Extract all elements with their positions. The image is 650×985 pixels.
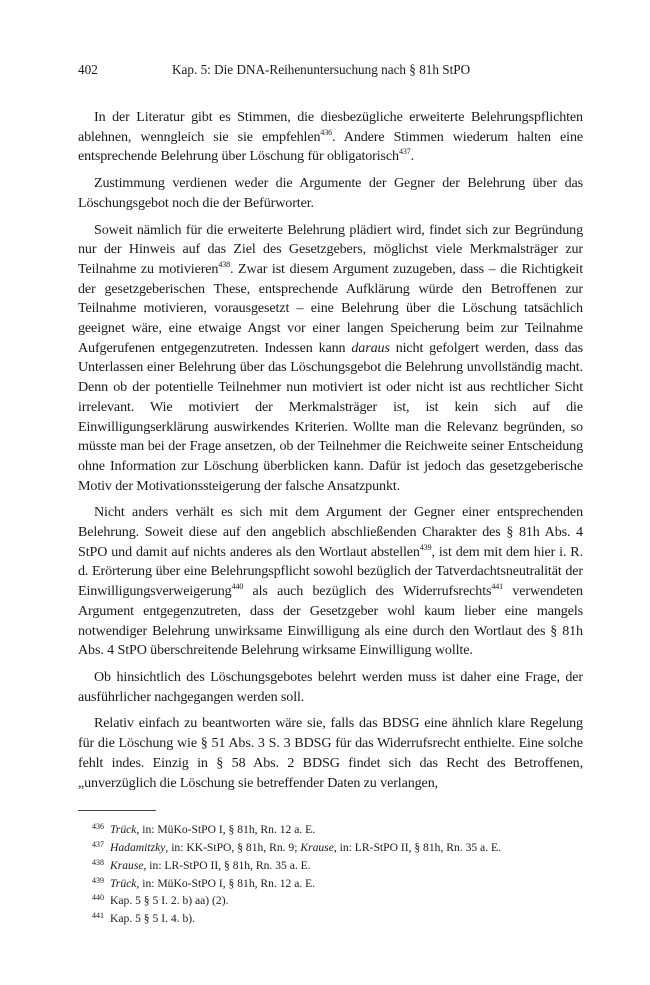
text-run: In der Literatur gibt es Stimmen, die diesbezügliche erweiterte Belehrungspflichten ablehnen, wenngleich sie sie empfehlen xyxy=(78,109,583,145)
footnote-reference: 440 xyxy=(231,582,244,592)
text-run: . xyxy=(410,148,415,165)
footnote xyxy=(92,910,583,928)
text-run: Kap. 5 § 5 I. 4. b). xyxy=(110,912,196,926)
emphasis-text: Krause xyxy=(110,858,144,872)
footnote-text xyxy=(110,910,195,928)
paragraph xyxy=(78,503,583,661)
footnote-number: 436 xyxy=(92,822,104,832)
text-run: Kap. 5 § 5 I. 2. b) aa) (2). xyxy=(110,894,229,908)
text-run: , ist dem mit dem hier i. R. d. Erörterung über eine Belehrungspflicht sowohl bezüglich der Tatverdachtsneutralität der Einwilligungsverweigerung xyxy=(78,543,583,600)
paragraph xyxy=(78,668,583,707)
footnote-number: 439 xyxy=(92,875,104,885)
running-title: Kap. 5: Die DNA-Reihenuntersuchung nach § 81h StPO xyxy=(172,62,471,77)
emphasis-text: Trück xyxy=(110,876,137,890)
paragraph xyxy=(78,174,583,213)
footnote-text xyxy=(110,875,315,893)
text-run: Ob hinsichtlich des Löschungsgebotes belehrt werden muss ist daher eine Frage, der ausführlicher nachgegangen werden soll. xyxy=(78,668,583,705)
footnote xyxy=(92,857,583,875)
running-header xyxy=(78,62,583,78)
page-number: 402 xyxy=(78,62,98,77)
footnotes xyxy=(78,821,583,928)
footnote xyxy=(92,821,583,839)
footnote-text xyxy=(110,821,315,839)
footnote-number: 438 xyxy=(92,857,104,867)
footnote-divider xyxy=(78,810,156,811)
text-run: . Zwar ist diesem Argument zuzugeben, dass – die Richtigkeit der gesetzgeberischen These, entsprechende Aufklärung würde den Betroffenen zur Teilnahme motivieren, vorausgesetzt – eine Belehrung über die Löschung tatsächlich geeignet wäre, eine etwaige Angst vor einer langen Speicherung beim zur Teilnahme Aufgerufenen entgegenzutreten. Indessen kann xyxy=(78,260,583,356)
text-run: Relativ einfach zu beantworten wäre sie, falls das BDSG eine ähnlich klare Regelung für die Löschung wie § 51 Abs. 3 S. 3 BDSG für das Widerrufsrecht enthielte. Eine solche fehlt indes. Einzig in § 58 Abs. 2 BDSG findet sich das Recht des Betroffenen, „unverzüglich die Löschung sie betreffender Daten zu verlangen, xyxy=(78,715,583,791)
footnote-number: 440 xyxy=(92,893,104,903)
emphasis-text: daraus xyxy=(351,339,390,356)
emphasis-text: Hadamitzky xyxy=(110,841,166,854)
text-run: Soweit nämlich für die erweiterte Belehrung plädiert wird, findet sich zur Begründung nur der Hinweis auf das Ziel des Gesetzgebers, möglichst viele Merkmalsträger zur Teilnahme zu motivieren xyxy=(78,221,583,277)
text-run: , in: LR-StPO II, § 81h, Rn. 35 a. E. xyxy=(333,841,501,854)
footnote-number: 437 xyxy=(92,840,104,849)
footnote-reference: 436 xyxy=(320,127,333,137)
footnote-text xyxy=(110,857,311,875)
text-run: als auch bezüglich des Widerrufsrechts xyxy=(243,583,492,600)
text-run: nicht gefolgert werden, dass das Unterlassen einer Belehrung über das Löschungsgebot die Belehrung unvollständig macht. Denn ob der potentielle Teilnehmer nun motiviert ist oder nicht ist aus rechtlicher Sicht irrelevant. Wie motiviert der Merkmalsträger ist, ist kein sich auf die Einwilligungserklärung auswirkendes Kriterien. Wollte man die Relevanz begründen, so müsste man bei der Frage ansetzen, ob der Teilnehmer die Reichweite seiner Entscheidung ohne Information zur Löschung überblicken kann. Dafür ist jedoch das gesetzgeberische Motiv der Motivationssteigerung der falsche Ansatzpunkt. xyxy=(78,339,583,494)
footnote-text xyxy=(110,839,501,857)
paragraph xyxy=(78,714,583,793)
body-text xyxy=(78,108,583,793)
footnote-reference: 438 xyxy=(218,259,230,269)
text-run: , in: MüKo-StPO I, § 81h, Rn. 12 a. E. xyxy=(136,823,316,837)
footnote-reference: 437 xyxy=(398,147,411,157)
text-run: Zustimmung verdienen weder die Argumente der Gegner der Belehrung über das Löschungsgebot noch die der Befürworter. xyxy=(78,175,583,211)
book-page xyxy=(78,62,583,928)
paragraph xyxy=(78,108,583,167)
footnote xyxy=(92,892,583,910)
footnote-reference: 439 xyxy=(419,542,432,552)
emphasis-text: Trück xyxy=(110,823,137,837)
text-run: , in: LR-StPO II, § 81h, Rn. 35 a. E. xyxy=(143,858,311,872)
text-run: verwendeten Argument entgegenzutreten, dass der Gesetzgeber wohl kaum lieber eine mangels notwendiger Belehrung unwirksame Einwilligung als eine durch den Wortlaut des § 81h Abs. 4 StPO überschreitende Belehrung wirksame Einwilligung wollte. xyxy=(78,583,583,659)
footnote xyxy=(92,875,583,893)
text-run: , in: KK-StPO, § 81h, Rn. 9; xyxy=(165,841,301,854)
footnote-number: 441 xyxy=(92,911,104,921)
footnote-text xyxy=(110,892,228,910)
text-run: . Andere Stimmen wiederum halten eine entsprechende Belehrung über Löschung für obligatorisch xyxy=(78,128,584,165)
emphasis-text: Krause xyxy=(300,841,334,854)
text-run: , in: MüKo-StPO I, § 81h, Rn. 12 a. E. xyxy=(136,876,316,890)
footnote-reference: 441 xyxy=(491,582,504,592)
paragraph xyxy=(78,221,583,497)
footnote xyxy=(92,839,583,857)
text-run: Nicht anders verhält es sich mit dem Argument der Gegner einer entsprechenden Belehrung. Soweit diese auf den angeblich abschließenden Charakter des § 81h Abs. 4 StPO und damit auf nichts anderes als den Wortlaut abstellen xyxy=(78,504,583,560)
